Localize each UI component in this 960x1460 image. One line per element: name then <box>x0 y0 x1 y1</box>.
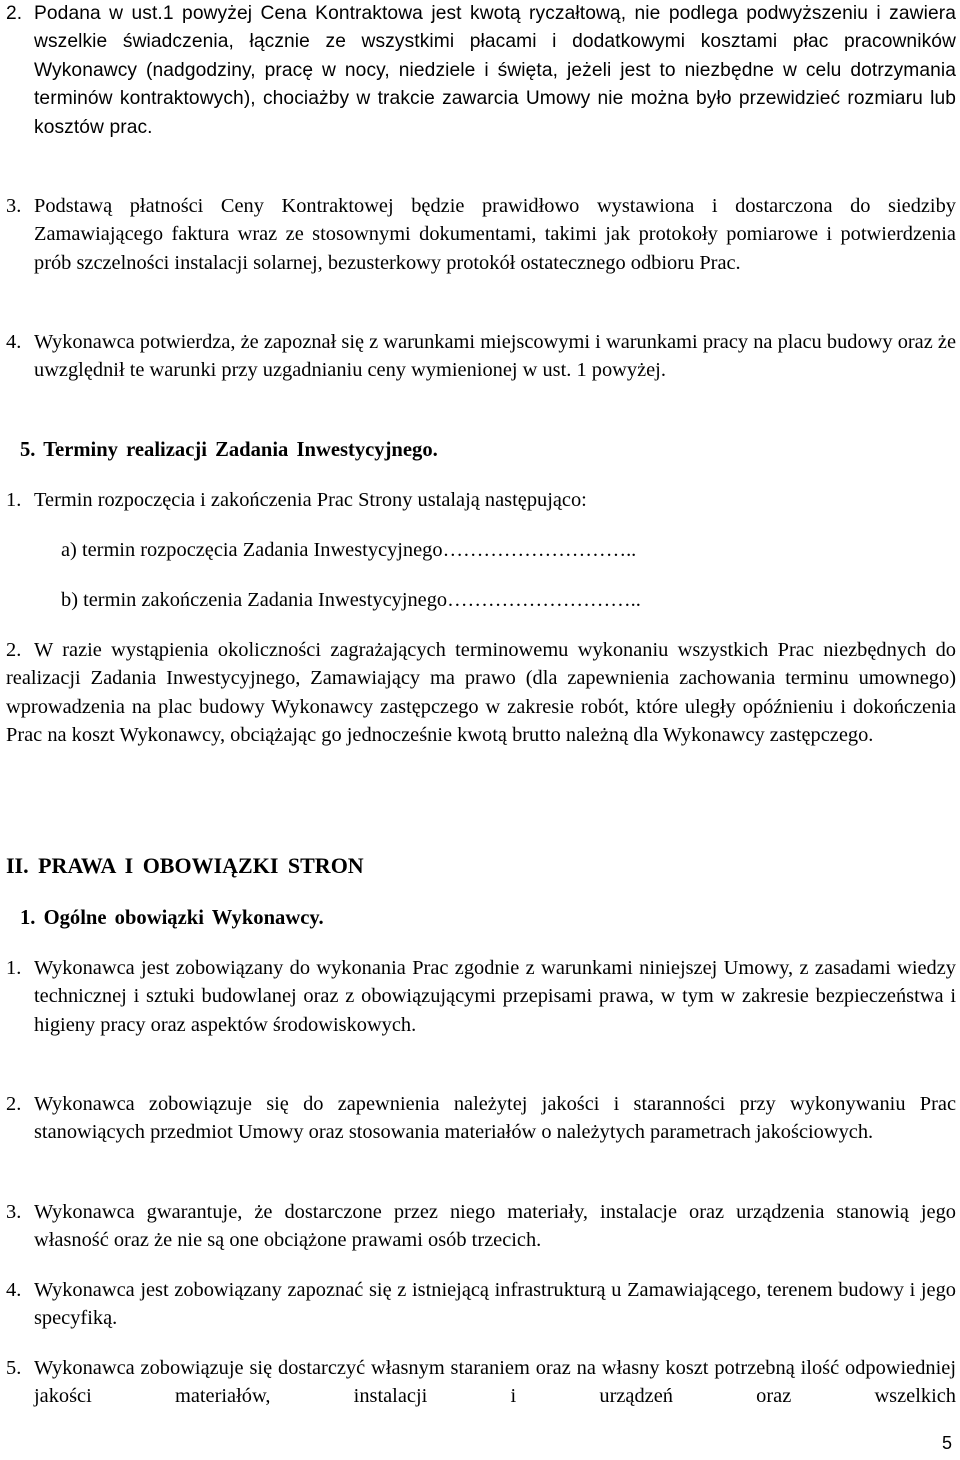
item-number: 4. <box>6 1279 22 1301</box>
paragraph-text: Podana w ust.1 powyżej Cena Kontraktowa jest kwotą ryczałtową, nie podlega podwyższeniu i zawiera wszelkie świadczenia, łącznie ze wszystkimi płacami i dodatkowymi kosztami płac pracowników Wykonawcy (nadgodziny, pracę w nocy, niedziele i święta, jeżeli jest to niezbędne w celu dotrzymania terminów kontraktowych), chociażby w trakcie zawarcia Umowy nie można było przewidzieć rozmiaru lub kosztów prac. <box>34 3 956 138</box>
item-text: W razie wystąpienia okoliczności zagrażających terminowemu wykonaniu wszystkich Prac niezbędnych do realizacji Zadania Inwestycyjnego, Zamawiający ma prawo (dla zapewnienia zachowania terminu umownego) wprowadzenia na plac budowy Wykonawcy zastępczego w zakresie robót, które uległy opóźnieniu i dokończenia Prac na koszt Wykonawcy, obciążając go jednocześnie kwotą brutto należną dla Wykonawcy zastępczego. <box>6 639 956 747</box>
paragraph-number: 2. <box>6 3 23 24</box>
term-start-line: a) termin rozpoczęcia Zadania Inwestycyjnego……………………….. <box>61 539 637 561</box>
term-end-line: b) termin zakończenia Zadania Inwestycyjnego……………………….. <box>61 589 641 611</box>
item-number: 2. <box>6 1093 22 1115</box>
paragraph-3 <box>6 192 956 277</box>
section-5-heading: 5. Terminy realizacji Zadania Inwestycyjnego. <box>20 439 438 461</box>
page-number: 5 <box>941 1433 952 1453</box>
paragraph-2 <box>6 0 956 142</box>
section-ii-title: II. PRAWA I OBOWIĄZKI STRON <box>6 853 364 878</box>
section-5-item-2 <box>6 636 956 750</box>
item-number: 2. <box>6 639 22 661</box>
obligation-item-3 <box>6 1198 956 1255</box>
obligation-item-1 <box>6 954 956 1039</box>
obligation-item-5 <box>6 1354 956 1411</box>
item-text: Wykonawca zobowiązuje się do zapewnienia należytej jakości i staranności przy wykonywaniu Prac stanowiących przedmiot Umowy oraz stosowania materiałów o należytych parametrach jakościowych. <box>34 1093 956 1144</box>
item-text: Wykonawca gwarantuje, że dostarczone przez niego materiały, instalacje oraz urządzenia stanowią jego własność oraz że nie są one obciążone prawami osób trzecich. <box>34 1201 956 1252</box>
item-text: Wykonawca jest zobowiązany do wykonania Prac zgodnie z warunkami niniejszej Umowy, z zasadami wiedzy technicznej i sztuki budowlanej oraz z obowiązującymi przepisami prawa, w tym w zakresie bezpieczeństwa i higieny pracy oraz aspektów środowiskowych. <box>34 957 956 1036</box>
item-number: 1. <box>6 957 22 979</box>
item-number: 5. <box>6 1357 22 1379</box>
paragraph-4 <box>6 328 956 385</box>
item-text: Wykonawca zobowiązuje się dostarczyć własnym staraniem oraz na własny koszt potrzebną ilość odpowiedniej jakości materiałów, instalacji i urządzeń oraz wszelkich <box>34 1357 956 1408</box>
paragraph-text: Wykonawca potwierdza, że zapoznał się z warunkami miejscowymi i warunkami pracy na placu budowy oraz że uwzględnił te warunki przy uzgadnianiu ceny wymienionej w ust. 1 powyżej. <box>34 331 956 382</box>
obligation-item-2 <box>6 1090 956 1147</box>
item-text: Termin rozpoczęcia i zakończenia Prac Strony ustalają następująco: <box>34 489 587 511</box>
paragraph-number: 4. <box>6 331 22 353</box>
general-obligations-heading: 1. Ogólne obowiązki Wykonawcy. <box>20 907 324 929</box>
paragraph-number: 3. <box>6 195 22 217</box>
item-number: 3. <box>6 1201 22 1223</box>
section-5-item-1 <box>6 486 956 514</box>
item-number: 1. <box>6 489 22 511</box>
paragraph-text: Podstawą płatności Ceny Kontraktowej będzie prawidłowo wystawiona i dostarczona do siedziby Zamawiającego faktura wraz ze stosownymi dokumentami, takimi jak protokoły pomiarowe i potwierdzenia prób szczelności instalacji solarnej, bezusterkowy protokół ostatecznego odbioru Prac. <box>34 195 956 274</box>
obligation-item-4 <box>6 1276 956 1333</box>
item-text: Wykonawca jest zobowiązany zapoznać się z istniejącą infrastrukturą u Zamawiającego, terenem budowy i jego specyfiką. <box>34 1279 956 1330</box>
document-page <box>6 0 956 1460</box>
